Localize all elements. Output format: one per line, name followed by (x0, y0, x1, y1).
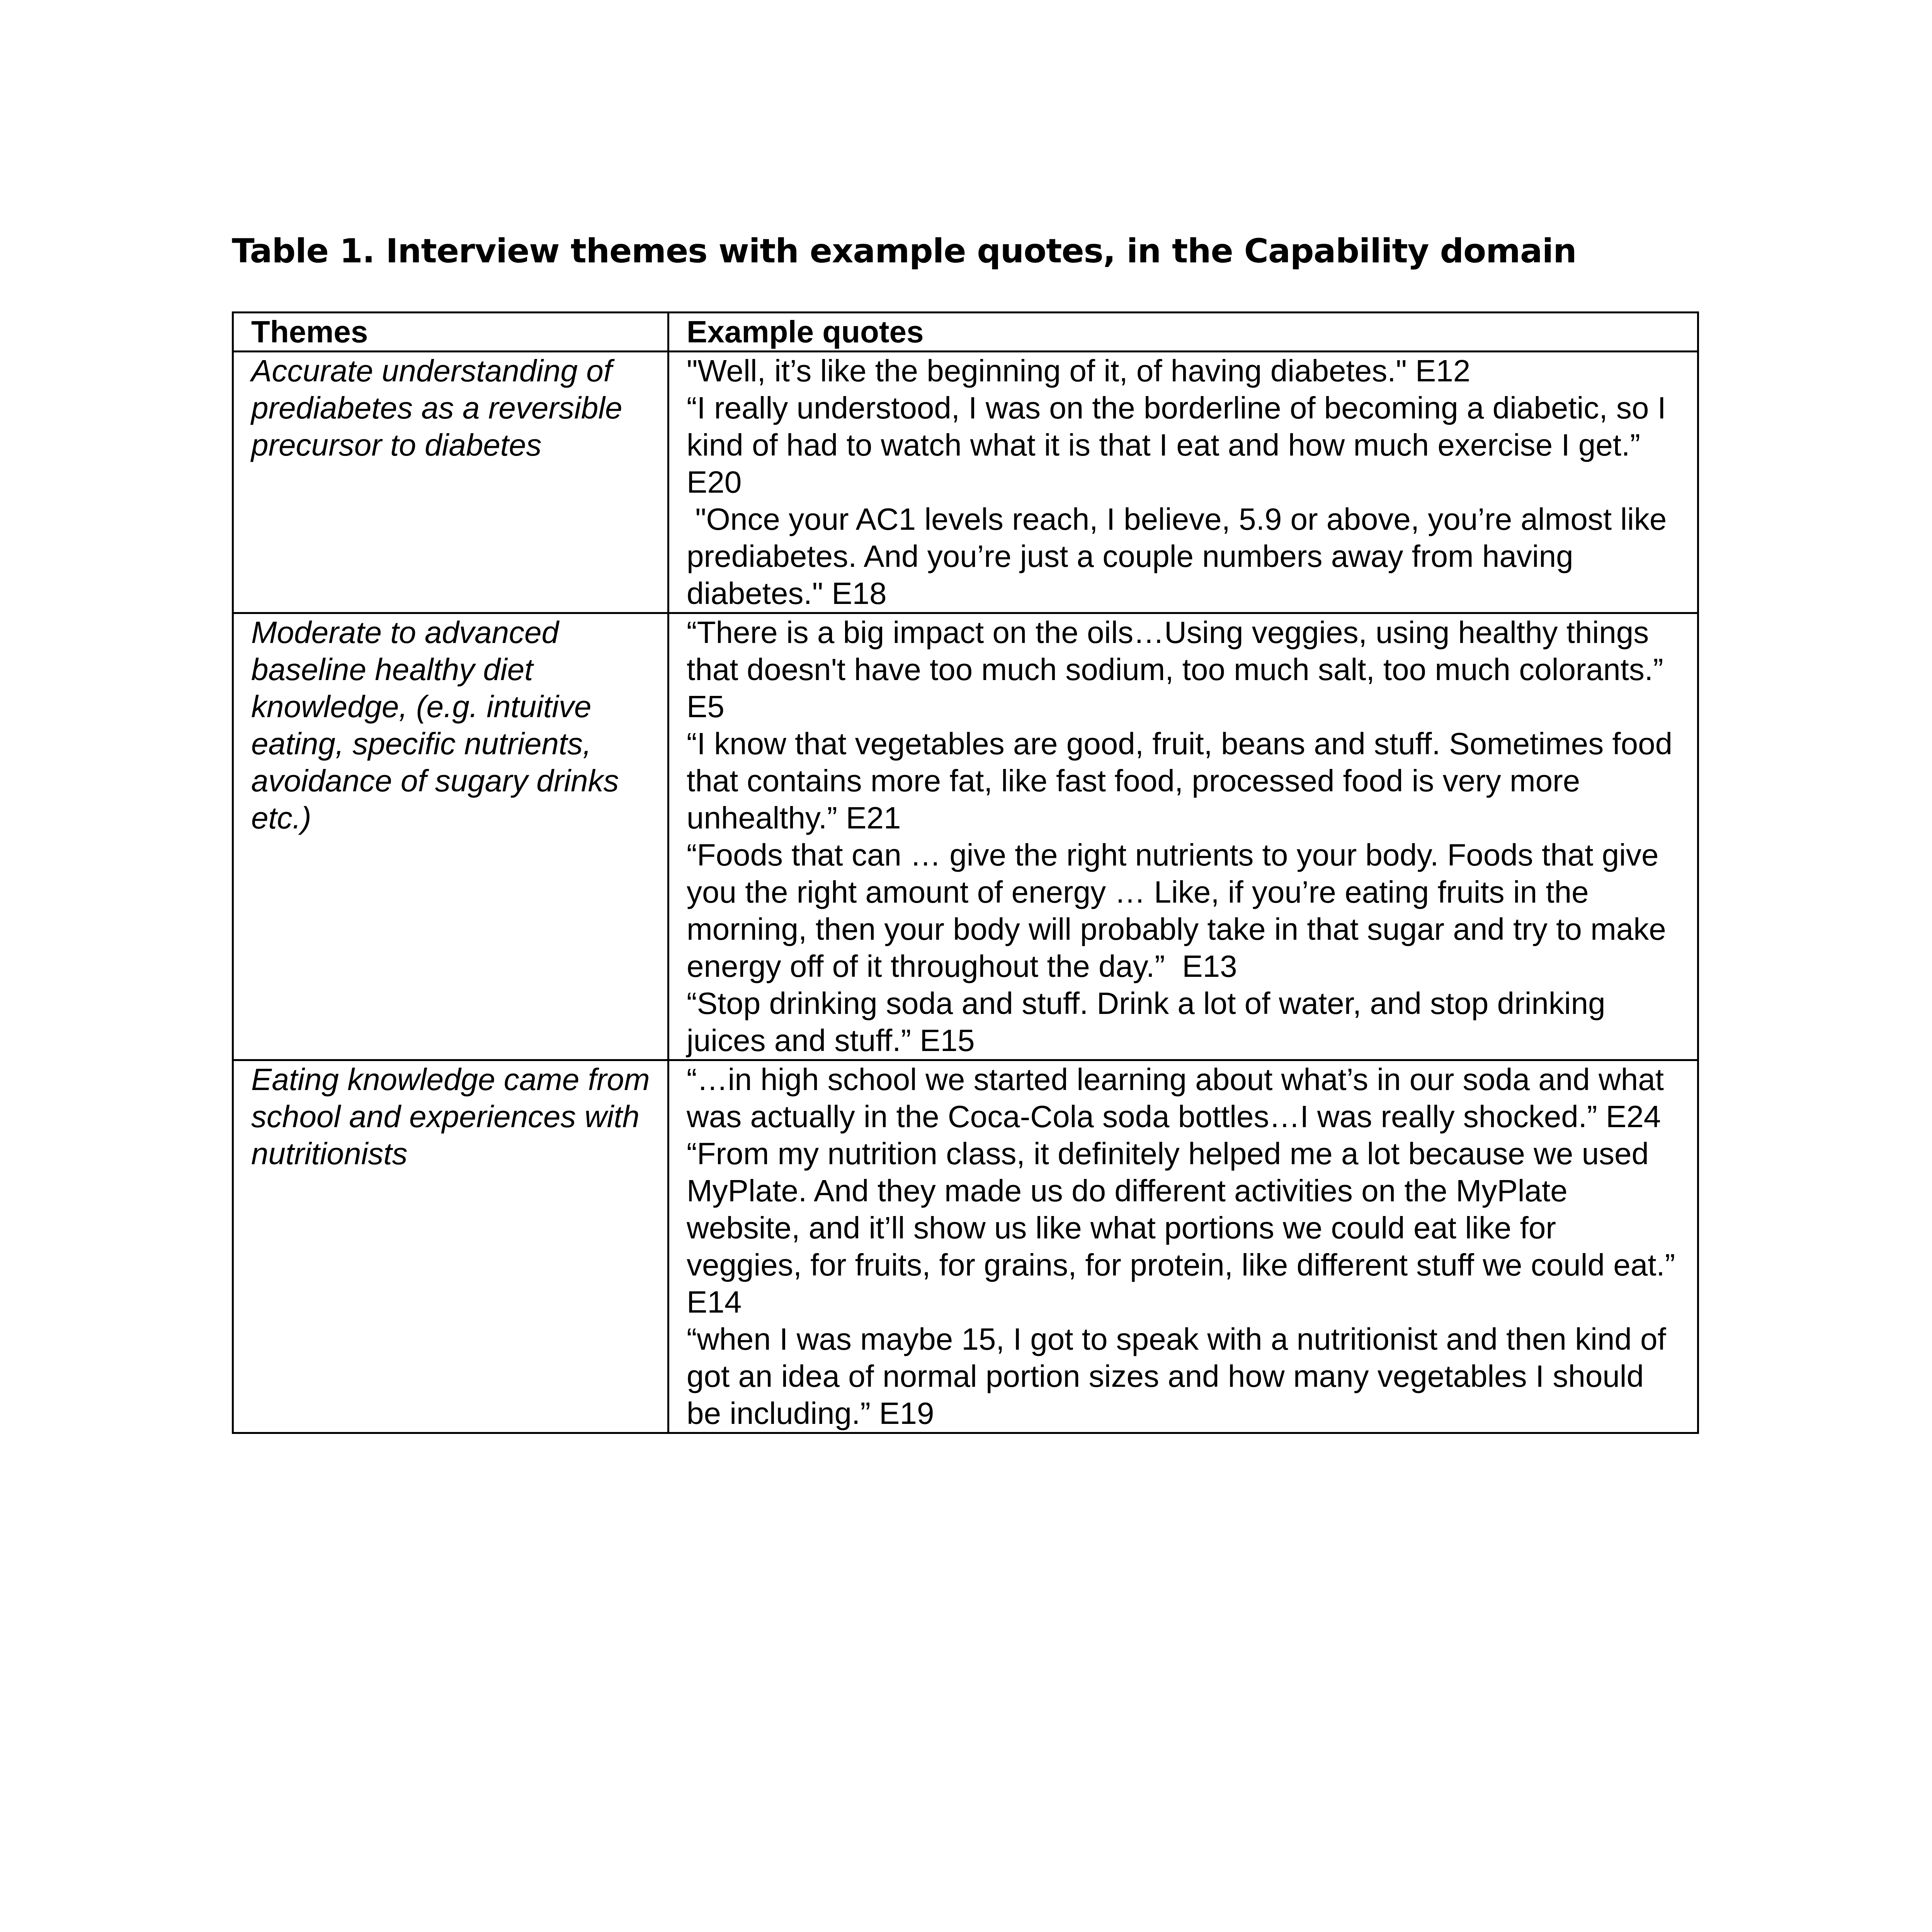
quotes-cell (668, 1060, 1698, 1433)
quotes-cell (668, 613, 1698, 1060)
quote: “…in high school we started learning about what’s in our soda and what was actually in the Coca-Cola soda bottles…I was really shocked.” E24 (687, 1062, 1673, 1134)
quote: “when I was maybe 15, I got to speak with a nutritionist and then kind of got an idea of normal portion sizes and how many vegetables I should be including.” E19 (687, 1322, 1675, 1430)
table-row (233, 352, 1698, 613)
quote: "Well, it’s like the beginning of it, of having diabetes." E12 (687, 354, 1471, 388)
quote: “Stop drinking soda and stuff. Drink a lot of water, and stop drinking juices and stuff.” E15 (687, 986, 1614, 1058)
quote: “From my nutrition class, it definitely helped me a lot because we used MyPlate. And they made us do different activities on the MyPlate website, and it’ll show us like what portions we could eat like for veggies, for fruits, for grains, for protein, like different stuff we could eat.” E14 (687, 1136, 1684, 1319)
theme-cell: Accurate understanding of prediabetes as a reversible precursor to diabetes (233, 352, 668, 613)
header-example-quotes: Example quotes (668, 313, 1698, 352)
theme-cell: Eating knowledge came from school and experiences with nutritionists (233, 1060, 668, 1433)
quote: “I know that vegetables are good, fruit, beans and stuff. Sometimes food that contains more fat, like fast food, processed food is very more unhealthy.” E21 (687, 726, 1681, 835)
themes-quotes-table (232, 311, 1699, 1434)
table-row (233, 613, 1698, 1060)
header-themes: Themes (233, 313, 668, 352)
table-row (233, 1060, 1698, 1433)
quote: “Foods that can … give the right nutrients to your body. Foods that give you the right amount of energy … Like, if you’re eating fruits in the morning, then your body will probably take in that sugar and try to make energy off of it throughout the day.” E13 (687, 838, 1675, 983)
quote: “I really understood, I was on the borderline of becoming a diabetic, so I kind of had to watch what it is that I eat and how much exercise I get.” E20 (687, 391, 1675, 499)
table-title: Table 1. Interview themes with example quotes, in the Capability domain (232, 232, 1577, 270)
table-header-row (233, 313, 1698, 352)
quote: “There is a big impact on the oils…Using veggies, using healthy things that doesn't have too much sodium, too much salt, too much colorants.” E5 (687, 615, 1672, 724)
quote: "Once your AC1 levels reach, I believe, 5.9 or above, you’re almost like prediabetes. And you’re just a couple numbers away from having diabetes." E18 (687, 502, 1675, 611)
quotes-cell (668, 352, 1698, 613)
theme-cell: Moderate to advanced baseline healthy diet knowledge, (e.g. intuitive eating, specific nutrients, avoidance of sugary drinks etc.) (233, 613, 668, 1060)
